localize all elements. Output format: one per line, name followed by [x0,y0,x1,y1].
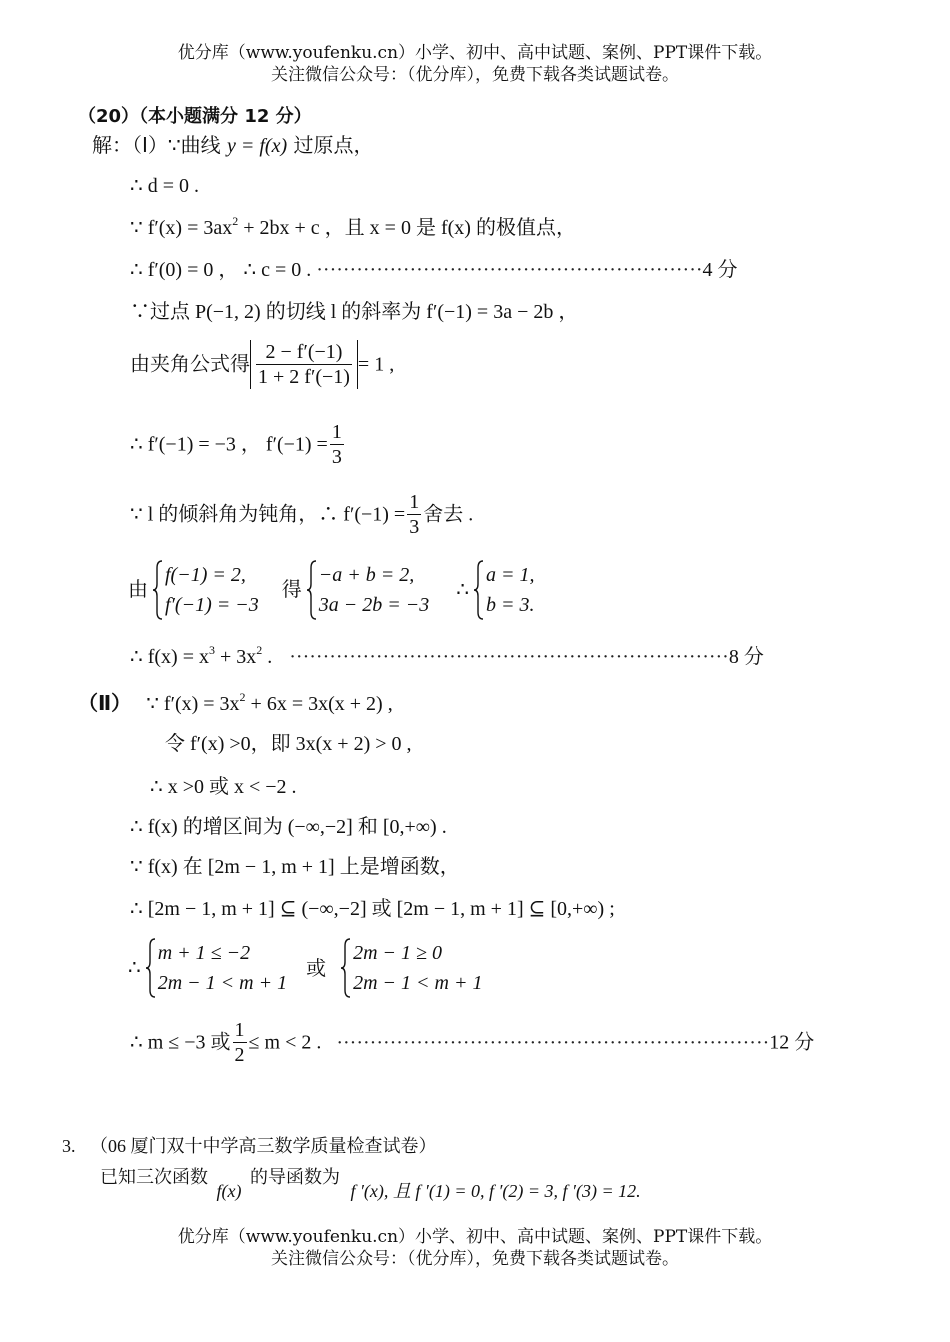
system-m-left [146,938,287,998]
solution-intro-tail: 过原点， [293,133,374,157]
part-two-tail: + 6x = 3x(x + 2) , [245,693,393,715]
derivative-line [130,215,576,241]
absolute-value-expression [250,340,358,389]
system-row: m + 1 ≤ −2 [157,942,251,964]
obtuse-angle-line [130,490,473,539]
system-solution [474,560,535,620]
score-12: 12 分 [769,1031,815,1054]
fraction-denominator: 2 [234,1044,245,1066]
exponent-2: 2 [232,214,239,228]
left-brace-icon [341,938,351,998]
system-row: b = 3. [485,594,535,616]
angle-numerator: 2 − f′(−1) [256,340,352,365]
final-answer-line [130,1018,814,1067]
fraction-numerator: 1 [409,491,420,513]
increasing-interval-line: ∴ f(x) 的增区间为 (−∞,−2] 和 [0,+∞) . [130,816,447,838]
system-row: −a + b = 2, [318,564,415,586]
problem-3-heading [62,1132,437,1158]
system-derived [307,560,430,620]
system-row: 2m − 1 ≥ 0 [353,942,443,964]
obtuse-tail: 舍去 . [423,503,474,526]
header-line-2: 关注微信公众号：（优分库），免费下载各类试题试卷。 [271,65,679,85]
angle-formula-tail: = 1 , [357,353,395,376]
derivative-prefix: ∵ f′(x) = 3ax [130,217,233,239]
tangent-slope-line: ∵过点 P(−1, 2) 的切线 l 的斜率为 f′(−1) = 3a − 2b ， [130,301,579,323]
final-prefix: ∴ m ≤ −3 或 [130,1031,231,1054]
problem-number: 3. [62,1136,76,1156]
system-row: f(−1) = 2, [165,564,246,586]
c-equals-zero-text: ∴ f′(0) = 0 ， ∴ c = 0 . [130,259,312,281]
therefore-symbol: ∴ [456,579,469,601]
roots-prefix: ∴ f′(−1) = −3 ， f′(−1) = [130,433,328,456]
f-result-line [130,644,764,670]
part-two-prefix: ∵ f′(x) = 3x [146,693,240,715]
angle-denominator: 1 + 2 f′(−1) [258,366,350,388]
fraction-denominator: 3 [331,446,342,468]
score-leader-dots: ·································································· [289,646,729,668]
exponent-2: 2 [239,690,246,704]
system-m-right [341,938,482,998]
header-line-1: 优分库（www.youfenku.cn）小学、初中、高中试题、案例、PPT课件下载。 [177,43,773,63]
statement-fx: f(x) [216,1181,242,1201]
angle-formula-prefix: 由夹角公式得 [130,353,250,376]
final-tail: ≤ m < 2 . [248,1031,322,1054]
score-leader-dots: ·························································· [316,259,703,281]
score-4: 4 分 [702,259,738,281]
left-brace-icon [153,560,163,620]
left-brace-icon [146,938,156,998]
by-word: 由 [128,579,148,601]
system-row: 3a − 2b = −3 [318,594,430,616]
fraction-numerator: 1 [331,421,342,443]
left-brace-icon [474,560,484,620]
part-two-label: （Ⅱ） [78,691,132,715]
left-brace-icon [307,560,317,620]
fraction-denominator: 3 [409,516,420,538]
system-row: 2m − 1 < m + 1 [353,972,483,994]
c-equals-zero-line [130,257,738,283]
problem-3-statement [100,1163,641,1201]
d-equals-zero-line: ∴ d = 0 . [130,175,200,197]
system-row: 2m − 1 < m + 1 [157,972,288,994]
problem-title: （20）（本小题满分 12 分） [78,106,312,127]
equation-systems-line [128,560,534,620]
let-condition-line: 令 f′(x) >0，即 3x(x + 2) > 0 , [165,733,412,755]
m-systems-line [128,938,482,998]
angle-fraction [256,340,352,389]
statement-conditions: f ′(x), 且 f ′(1) = 0, f ′(2) = 3, f ′(3) = 12. [350,1181,641,1201]
get-word: 得 [281,579,302,601]
fraction-numerator: 1 [234,1019,245,1041]
score-8: 8 分 [728,646,764,668]
problem-source: （06 厦门双十中学高三数学质量检查试卷） [90,1136,437,1156]
curve-expression: y = f(x) [226,135,288,157]
one-third-fraction [407,490,421,539]
one-third-fraction [330,420,344,469]
x-range-line: ∴ x >0 或 x < −2 . [150,776,297,798]
system-given [153,560,259,620]
part-two-line [78,690,393,717]
footer-line-1: 优分库（www.youfenku.cn）小学、初中、高中试题、案例、PPT课件下载。 [177,1227,773,1247]
footer-line-2: 关注微信公众号：（优分库），免费下载各类试题试卷。 [271,1249,679,1269]
angle-formula-line [130,340,394,389]
exponent-2: 2 [256,643,263,657]
score-leader-dots: ································································· [336,1031,770,1054]
derivative-roots-line [130,420,346,469]
obtuse-prefix: ∵ l 的倾斜角为钝角，∴ f′(−1) = [130,503,406,526]
or-word: 或 [306,956,327,980]
f-result-prefix: ∴ f(x) = x [130,646,209,668]
f-result-mid: + 3x [214,646,257,668]
one-half-fraction [233,1018,247,1067]
subset-line: ∴ [2m − 1, m + 1] ⊆ (−∞,−2] 或 [2m − 1, m + 1] ⊆ [0,+∞) ; [130,898,615,920]
statement-part-b: 的导函数为 [249,1167,340,1187]
increasing-function-line: ∵ f(x) 在 [2m − 1, m + 1] 上是增函数， [130,856,460,878]
f-result-tail: . [262,646,273,668]
exponent-3: 3 [208,643,215,657]
statement-part-a: 已知三次函数 [100,1167,208,1187]
solution-intro [92,132,373,159]
system-row: f′(−1) = −3 [165,594,259,616]
solution-intro-text: 解：（Ⅰ）∵曲线 [92,133,221,157]
therefore-symbol: ∴ [128,957,141,979]
system-row: a = 1, [485,564,535,586]
derivative-tail: + 2bx + c ，且 x = 0 是 f(x) 的极值点， [238,217,576,239]
